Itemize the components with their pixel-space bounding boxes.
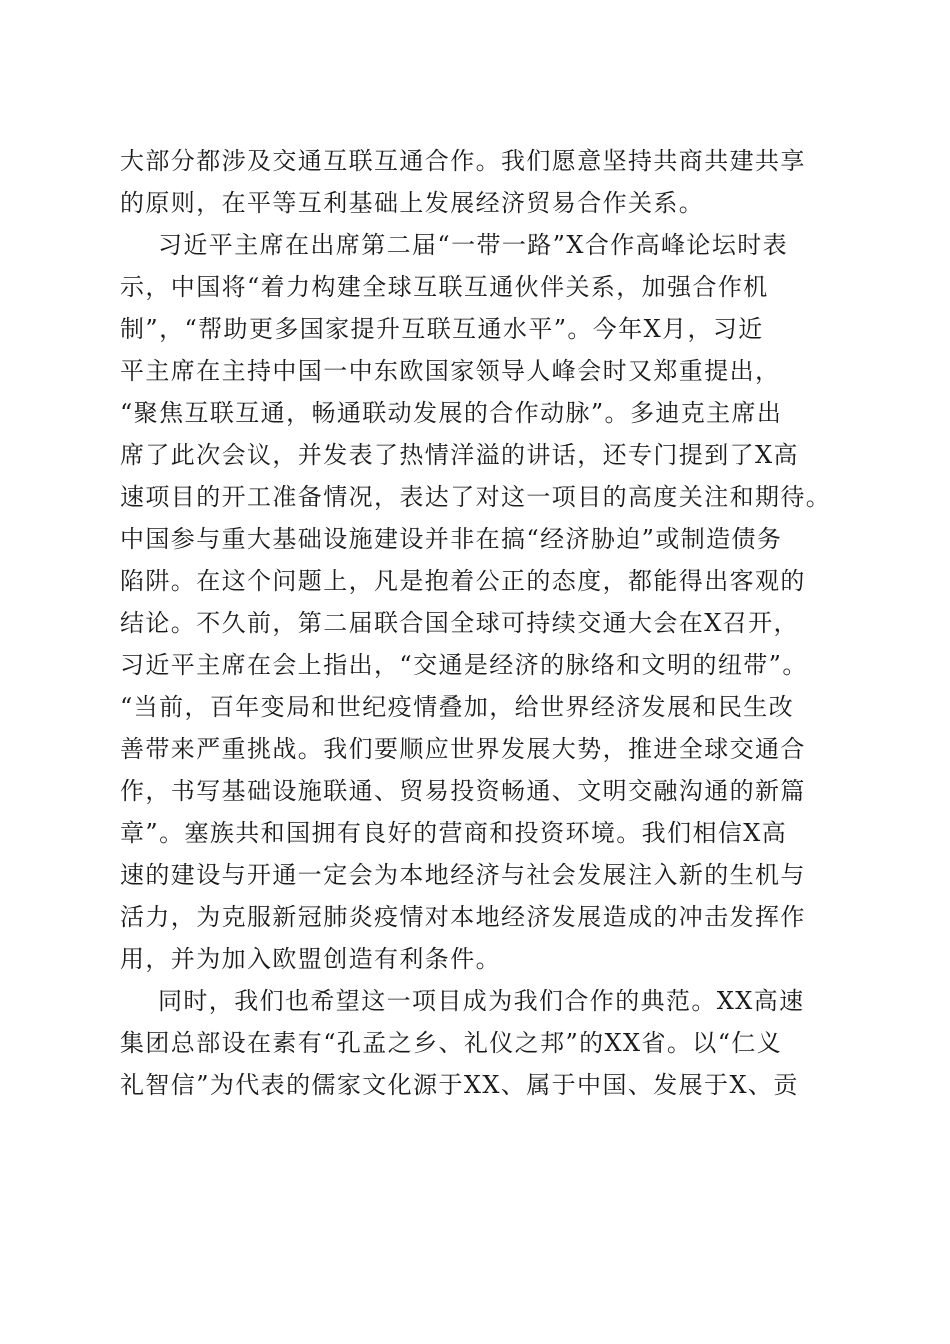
body-text bbox=[120, 140, 840, 1106]
text-line: 速的建设与开通一定会为本地经济与社会发展注入新的生机与 bbox=[120, 861, 806, 889]
text-line: 中国参与重大基础设施建设并非在搞“经济胁迫”或制造债务 bbox=[120, 525, 783, 553]
text-line: 习近平主席在会上指出，“交通是经济的脉络和文明的纽带”。 bbox=[120, 651, 808, 679]
text-line: 的原则，在平等互利基础上发展经济贸易合作关系。 bbox=[120, 189, 705, 217]
text-line: 大部分都涉及交通互联互通合作。我们愿意坚持共商共建共享 bbox=[120, 147, 806, 175]
text-line: 作，书写基础设施联通、贸易投资畅通、文明交融沟通的新篇 bbox=[120, 777, 806, 805]
text-line: 集团总部设在素有“孔孟之乡、礼仪之邦”的XX省。以“仁义 bbox=[120, 1029, 783, 1057]
text-line: 活力，为克服新冠肺炎疫情对本地经济发展造成的冲击发挥作 bbox=[120, 903, 806, 931]
text-line: “当前，百年变局和世纪疫情叠加，给世界经济发展和民生改 bbox=[120, 693, 795, 721]
text-line: “聚焦互联互通，畅通联动发展的合作动脉”。多迪克主席出 bbox=[120, 399, 783, 427]
text-line: 同时，我们也希望这一项目成为我们合作的典范。XX高速 bbox=[158, 987, 805, 1015]
text-line: 章”。塞族共和国拥有良好的营商和投资环境。我们相信X高 bbox=[120, 819, 788, 847]
text-line: 示，中国将“着力构建全球互联互通伙伴关系，加强合作机 bbox=[120, 273, 769, 301]
text-line: 习近平主席在出席第二届“一带一路”X合作高峰论坛时表 bbox=[158, 231, 789, 259]
text-line: 平主席在主持中国一中东欧国家领导人峰会时又郑重提出， bbox=[120, 357, 781, 385]
text-line: 礼智信”为代表的儒家文化源于XX、属于中国、发展于X、贡 bbox=[120, 1071, 799, 1099]
text-line: 善带来严重挑战。我们要顺应世界发展大势，推进全球交通合 bbox=[120, 735, 806, 763]
text-line: 结论。不久前，第二届联合国全球可持续交通大会在X召开， bbox=[120, 609, 799, 637]
text-line: 用，并为加入欧盟创造有利条件。 bbox=[120, 945, 501, 973]
text-line: 席了此次会议，并发表了热情洋溢的讲话，还专门提到了X高 bbox=[120, 441, 799, 469]
text-line: 速项目的开工准备情况，表达了对这一项目的高度关注和期待。 bbox=[120, 483, 832, 511]
text-line: 陷阱。在这个问题上，凡是抱着公正的态度，都能得出客观的 bbox=[120, 567, 806, 595]
text-line: 制”，“帮助更多国家提升互联互通水平”。今年X月，习近 bbox=[120, 315, 764, 343]
